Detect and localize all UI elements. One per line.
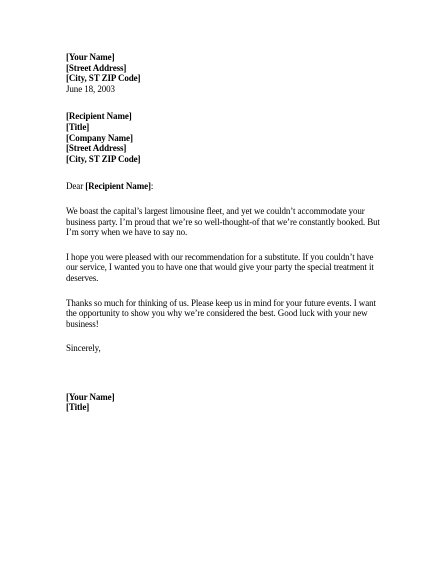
letter-body: [66, 52, 396, 413]
sender-street: [Street Address]: [66, 62, 127, 73]
body-paragraph-2: [66, 252, 396, 284]
signature-name: [Your Name]: [66, 391, 115, 402]
recipient-city: [City, ST ZIP Code]: [66, 153, 141, 164]
letter-date: June 18, 2003: [66, 83, 115, 94]
recipient-street: [Street Address]: [66, 143, 127, 154]
signature-title: [Title]: [66, 402, 90, 413]
body-paragraph-1: [66, 206, 396, 238]
paragraph-line: business!: [66, 318, 99, 329]
signature-block: [66, 392, 396, 413]
salutation-prefix: Dear: [66, 181, 86, 192]
sender-city: [City, ST ZIP Code]: [66, 73, 141, 84]
recipient-title: [Title]: [66, 121, 90, 132]
sender-name: [Your Name]: [66, 52, 115, 62]
paragraph-line: We boast the capital’s largest limousine fleet, and yet we couldn’t accommodate your: [66, 205, 365, 216]
paragraph-line: our service, I wanted you to have one that would give your party the special treatment it: [66, 262, 374, 273]
salutation-recipient-name: [Recipient Name]: [85, 181, 151, 192]
salutation-suffix: :: [150, 181, 154, 192]
paragraph-line: business party. I’m proud that we’re so well-thought-of that we’re constantly booked. But: [66, 216, 380, 227]
salutation: [66, 181, 396, 192]
paragraph-line: I’m sorry when we have to say no.: [66, 227, 188, 238]
paragraph-line: I hope you were pleased with our recommendation for a substitute. If you couldn’t have: [66, 251, 374, 262]
body-paragraph-3: [66, 298, 396, 330]
paragraph-line: the opportunity to show you why we’re considered the best. Good luck with your new: [66, 308, 368, 319]
paragraph-line: Thanks so much for thinking of us. Please keep us in mind for your future events. I want: [66, 297, 376, 308]
recipient-name: [Recipient Name]: [66, 111, 132, 122]
recipient-address-block: [66, 111, 396, 164]
paragraph-line: deserves.: [66, 272, 99, 283]
recipient-company: [Company Name]: [66, 132, 133, 143]
closing: Sincerely,: [66, 343, 101, 354]
sender-address-block: [66, 52, 396, 94]
